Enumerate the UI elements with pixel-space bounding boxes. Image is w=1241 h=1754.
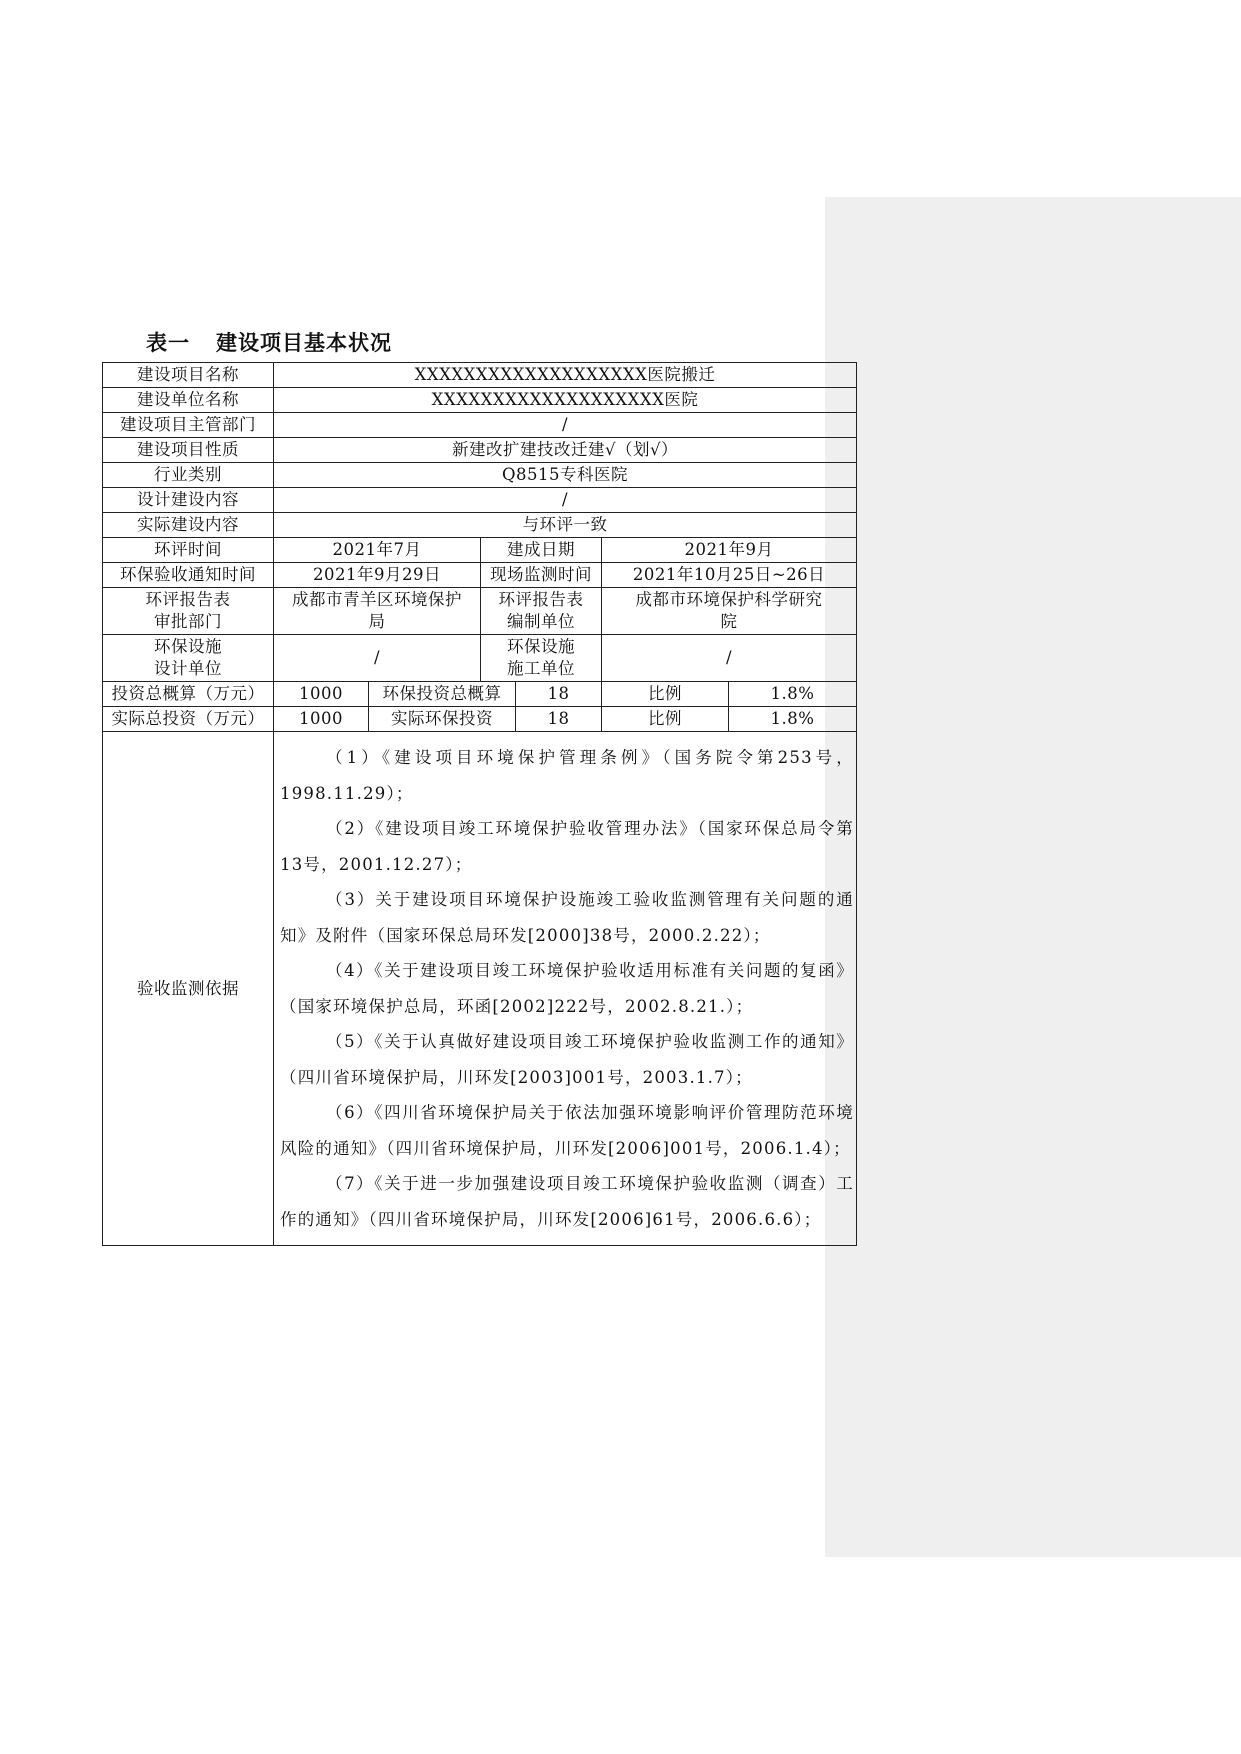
basis-item: （2）《建设项目竣工环境保护验收管理办法》（国家环保总局令第13号，2001.12.27）； [280,819,854,874]
project-name-label: 建设项目名称 [103,363,274,388]
compiler-label-line1: 环评报告表 [498,590,584,609]
table-row [103,588,857,635]
table-row [103,438,857,463]
monitor-time-label: 现场监测时间 [481,563,602,588]
heading-title: 建设项目基本状况 [216,331,392,355]
approval-dept-value-line2: 局 [368,612,386,631]
project-info-table [102,362,857,1246]
basis-content [274,732,857,1246]
heading-number: 表一 [146,331,190,355]
design-content-value: / [274,488,857,513]
eia-time-label: 环评时间 [103,538,274,563]
construct-unit-label-line2: 施工单位 [507,659,575,678]
design-unit-value: / [274,635,481,682]
notice-time-value: 2021年9月29日 [274,563,481,588]
dept-value: / [274,413,857,438]
unit-value: XXXXXXXXXXXXXXXXXXX医院 [274,388,857,413]
approval-dept-label-line1: 环评报告表 [145,590,231,609]
investment-budget-label: 投资总概算（万元） [103,682,274,707]
comment-sidebar [825,197,1241,1557]
env-budget-value: 18 [516,682,602,707]
basis-item: （5）《关于认真做好建设项目竣工环境保护验收监测工作的通知》（四川省环境保护局，川环发[2003]001号，2003.1.7）； [280,1032,854,1087]
table-row [103,635,857,682]
monitor-time-value: 2021年10月25日~26日 [602,563,857,588]
eia-time-value: 2021年7月 [274,538,481,563]
table-row [103,388,857,413]
actual-content-label: 实际建设内容 [103,513,274,538]
approval-dept-value-line1: 成都市青羊区环境保护 [292,590,462,609]
actual-env-investment-label: 实际环保投资 [369,707,516,732]
design-unit-label-line2: 设计单位 [154,659,222,678]
table-row [103,363,857,388]
ratio-label: 比例 [602,682,729,707]
env-budget-label: 环保投资总概算 [369,682,516,707]
compiler-value-line2: 院 [720,612,738,631]
table-row [103,488,857,513]
basis-item: （7）《关于进一步加强建设项目竣工环境保护验收监测（调查）工作的通知》（四川省环境保护局，川环发[2006]61号，2006.6.6）； [280,1174,854,1229]
nature-value: 新建改扩建技改迁建√（划√） [274,438,857,463]
ratio-label: 比例 [602,707,729,732]
nature-label: 建设项目性质 [103,438,274,463]
dept-label: 建设项目主管部门 [103,413,274,438]
basis-item: （3）关于建设项目环境保护设施竣工验收监测管理有关问题的通知》及附件（国家环保总局环发[2000]38号，2000.2.22）； [280,890,854,945]
actual-env-investment-value: 18 [516,707,602,732]
approval-dept-label-line2: 审批部门 [154,612,222,631]
design-unit-label [103,635,274,682]
ratio-value: 1.8% [729,707,857,732]
completion-date-label: 建成日期 [481,538,602,563]
actual-content-value: 与环评一致 [274,513,857,538]
basis-item: （1）《建设项目环境保护管理条例》（国务院令第253号，1998.11.29）； [280,748,854,803]
table-row [103,538,857,563]
compiler-value-line1: 成都市环境保护科学研究 [635,590,823,609]
industry-label: 行业类别 [103,463,274,488]
compiler-label [481,588,602,635]
completion-date-value: 2021年9月 [602,538,857,563]
design-unit-label-line1: 环保设施 [154,637,222,656]
table-row [103,732,857,1246]
table-row [103,682,857,707]
ratio-value: 1.8% [729,682,857,707]
notice-time-label: 环保验收通知时间 [103,563,274,588]
compiler-label-line2: 编制单位 [507,612,575,631]
basis-item: （6）《四川省环境保护局关于依法加强环境影响评价管理防范环境风险的通知》（四川省环境保护局，川环发[2006]001号，2006.1.4）； [280,1103,854,1158]
construct-unit-value: / [602,635,857,682]
table-row [103,463,857,488]
unit-label: 建设单位名称 [103,388,274,413]
table-row [103,707,857,732]
investment-budget-value: 1000 [274,682,369,707]
construct-unit-label-line1: 环保设施 [507,637,575,656]
industry-value: Q8515专科医院 [274,463,857,488]
table-row [103,563,857,588]
table-row [103,513,857,538]
approval-dept-value [274,588,481,635]
page-heading [146,329,392,357]
approval-dept-label [103,588,274,635]
design-content-label: 设计建设内容 [103,488,274,513]
compiler-value [602,588,857,635]
basis-label: 验收监测依据 [103,732,274,1246]
table-row [103,413,857,438]
project-name-value: XXXXXXXXXXXXXXXXXXX医院搬迁 [274,363,857,388]
construct-unit-label [481,635,602,682]
actual-investment-value: 1000 [274,707,369,732]
actual-investment-label: 实际总投资（万元） [103,707,274,732]
basis-item: （4）《关于建设项目竣工环境保护验收适用标准有关问题的复函》（国家环境保护总局，环函[2002]222号，2002.8.21.）； [280,961,854,1016]
